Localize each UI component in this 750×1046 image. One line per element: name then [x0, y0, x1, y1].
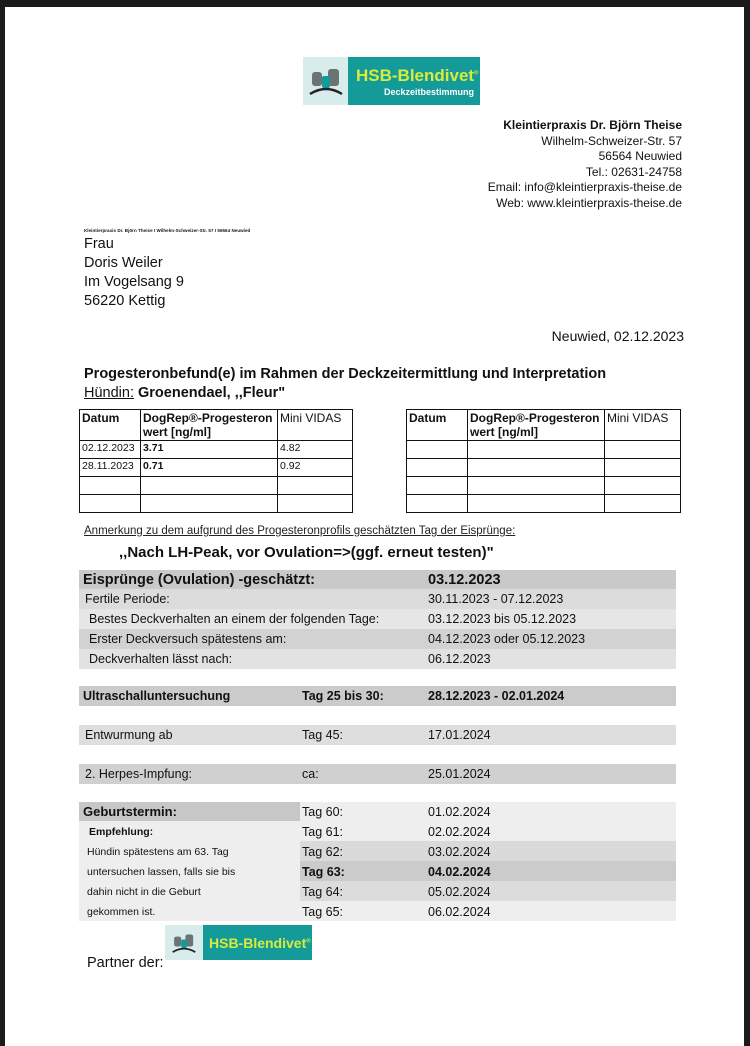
table-row — [80, 477, 353, 495]
table-row — [407, 459, 681, 477]
list-item: Erster Deckversuch spätestens am: 04.12.2023 oder 05.12.2023 — [79, 629, 676, 649]
logo-brand: HSB-Blendivet — [356, 65, 475, 85]
recommendation-label: Empfehlung: — [89, 825, 154, 838]
return-address-line: Kleintierpraxis Dr. Björn Theise I Wilhelm-Schweizer-Str. 57 I 56564 Neuwied — [84, 228, 251, 233]
sender-city: 56564 Neuwied — [598, 149, 682, 163]
birth-section: Geburtstermin: Tag 60: 01.02.2024 Empfehlung: Tag 61: 02.02.2024 Hündin spätestens am 63. Tag Tag 62: 03.02.2024 untersuchen lassen, falls sie bis Tag 63: 04.02.2024 dahin nicht in die Geburt Tag 64: 05.02.2024 gekommen ist. Tag 65: 06.02.2024 — [79, 802, 676, 921]
deworming-row: Entwurmung ab Tag 45: 17.01.2024 — [79, 725, 676, 744]
logo-subtitle: Deckzeitbestimmung — [383, 86, 474, 97]
table-row — [80, 495, 353, 513]
header-dogrep: DogRep®-Progesteron wert [ng/ml] — [468, 410, 605, 441]
header-mini-vidas: Mini VIDAS — [278, 410, 353, 441]
progesterone-table-right — [406, 409, 681, 513]
ovulation-heading-row — [79, 570, 676, 589]
document-page — [5, 7, 744, 1046]
document-title: Progesteronbefund(e) im Rahmen der Deckzeitermittlung und Interpretation — [84, 366, 607, 382]
recipient-city: 56220 Kettig — [84, 293, 166, 309]
hsb-blendivet-logo: HSB-Blendivet® Deckzeitbestimmung — [303, 57, 480, 105]
dog-info — [84, 385, 285, 401]
header-datum: Datum — [407, 410, 468, 441]
partner-logo: HSB-Blendivet® — [165, 925, 314, 960]
table-row: 28.11.2023 0.71 0.92 — [80, 459, 353, 477]
interpretation-text: ,,Nach LH-Peak, vor Ovulation=>(ggf. erneut testen)" — [119, 544, 494, 561]
partner-label: Partner der: — [87, 955, 164, 971]
recipient-street: Im Vogelsang 9 — [84, 274, 184, 290]
ovulation-section — [79, 570, 676, 669]
herpes-vaccination-row: 2. Herpes-Impfung: ca: 25.01.2024 — [79, 764, 676, 783]
table-row: 02.12.2023 3.71 4.82 — [80, 441, 353, 459]
table-row — [407, 477, 681, 495]
ultrasound-row: Ultraschalluntersuchung Tag 25 bis 30: 28.12.2023 - 02.01.2024 — [79, 686, 676, 705]
recipient-salutation: Frau — [84, 236, 114, 252]
recipient-address — [84, 235, 184, 311]
progesterone-table-left — [79, 409, 353, 513]
place-date: Neuwied, 02.12.2023 — [551, 328, 684, 344]
sender-phone: Tel.: 02631-24758 — [585, 164, 682, 179]
sender-address — [488, 118, 682, 211]
list-item: Deckverhalten lässt nach: 06.12.2023 — [79, 649, 676, 669]
sender-email: Email: info@kleintierpraxis-theise.de — [487, 180, 682, 194]
header-datum: Datum — [80, 410, 141, 441]
list-item: Fertile Periode: 30.11.2023 - 07.12.2023 — [79, 589, 676, 609]
dogs-icon — [165, 925, 203, 960]
list-item: Bestes Deckverhalten an einem der folgenden Tage: 03.12.2023 bis 05.12.2023 — [79, 609, 676, 629]
dog-label: Hündin: — [84, 385, 134, 401]
recipient-name: Doris Weiler — [84, 255, 163, 271]
dog-value: Groenendael, ,,Fleur" — [138, 385, 286, 401]
header-mini-vidas: Mini VIDAS — [605, 410, 681, 441]
ovulation-heading: Eisprünge (Ovulation) -geschätzt: — [83, 571, 316, 588]
birth-heading: Geburtstermin: — [83, 804, 177, 820]
table-row — [407, 495, 681, 513]
dogs-icon — [303, 57, 348, 105]
sender-web: Web: www.kleintierpraxis-theise.de — [496, 195, 682, 210]
sender-name: Kleintierpraxis Dr. Björn Theise — [503, 118, 682, 132]
annotation-label: Anmerkung zu dem aufgrund des Progesteronprofils geschätzten Tag der Eisprünge: — [84, 525, 516, 537]
table-row — [407, 441, 681, 459]
sender-street: Wilhelm-Schweizer-Str. 57 — [541, 133, 682, 148]
ovulation-date: 03.12.2023 — [428, 571, 501, 588]
header-dogrep: DogRep®-Progesteron wert [ng/ml] — [141, 410, 278, 441]
